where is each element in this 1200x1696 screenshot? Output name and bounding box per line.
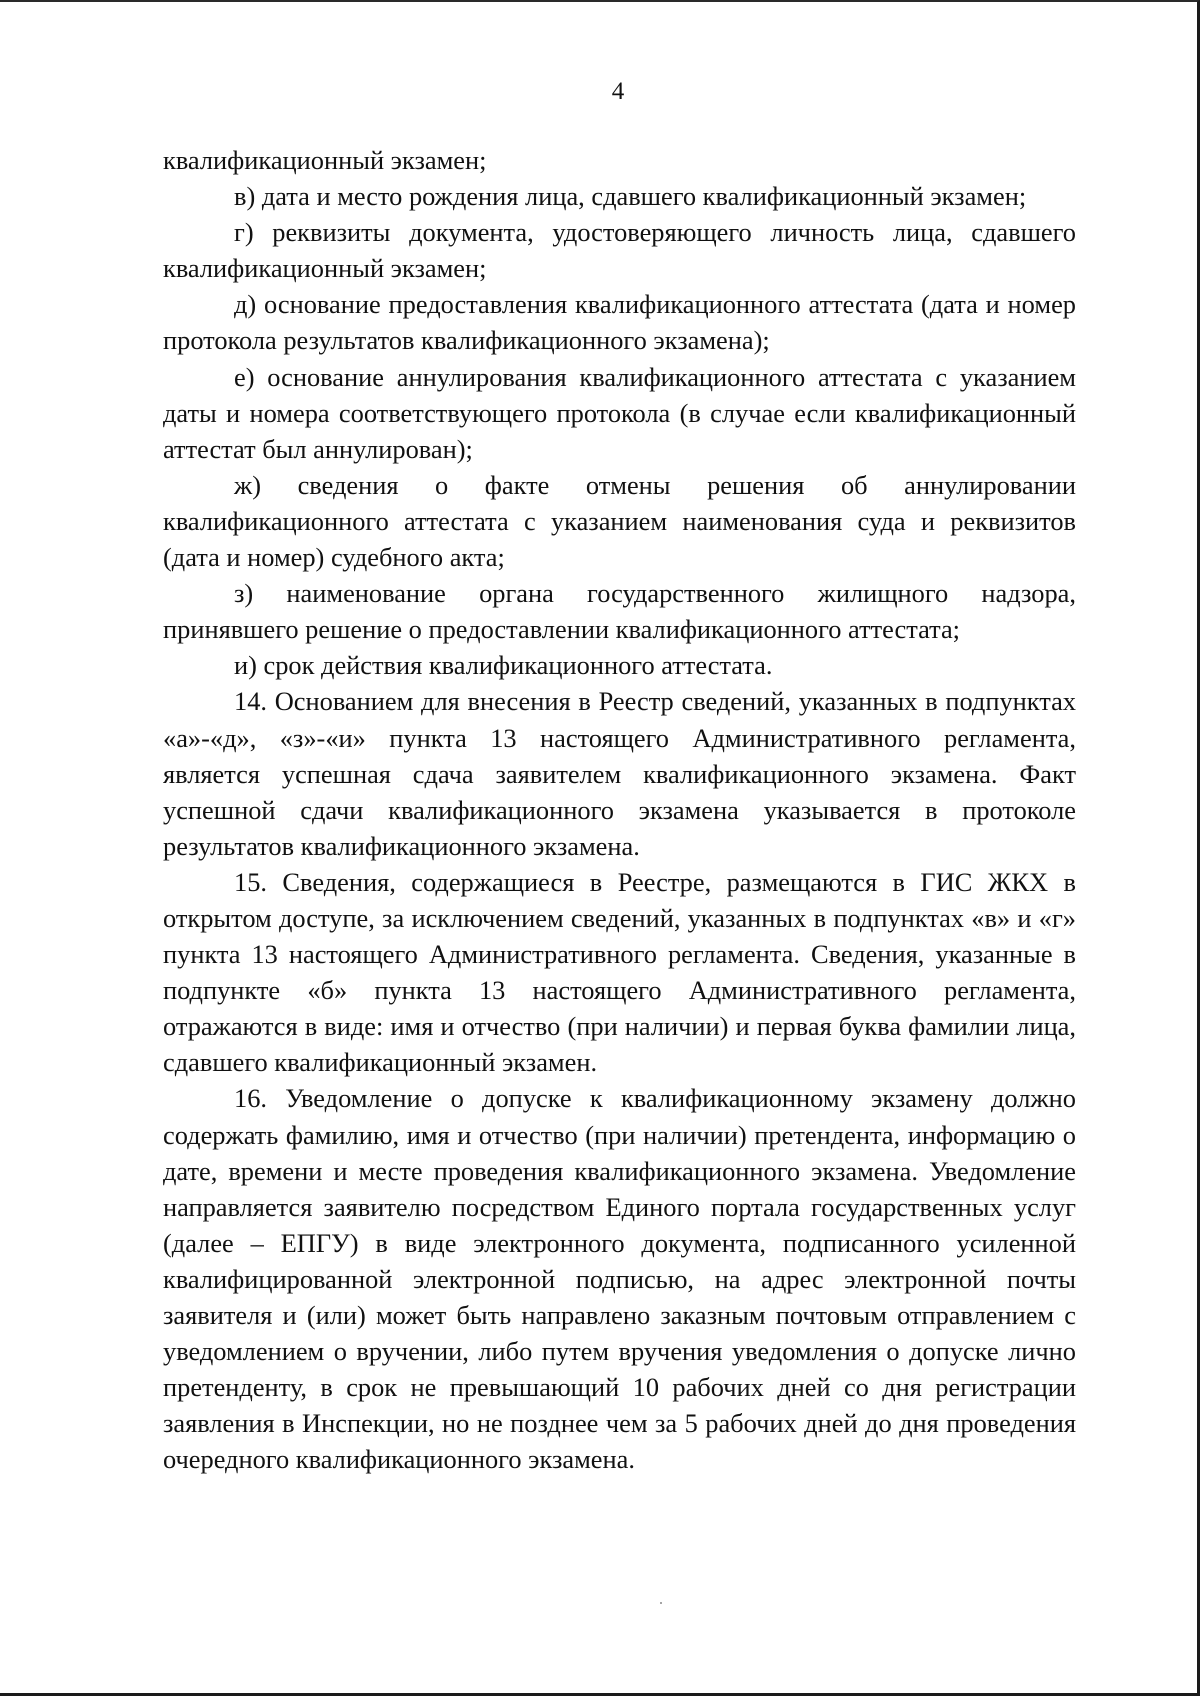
paragraph-item-d: д) основание предоставления квалификационного аттестата (дата и номер протокола результатов квалификационного экзамена); <box>163 289 1076 356</box>
paragraph-clause-14: 14. Основанием для внесения в Реестр сведений, указанных в подпунктах «а»-«д», «з»-«и» пункта 13 настоящего Административного регламента, является успешная сдача заявителем квалификационного экзамена. Факт успешной сдачи квалификационного экзамена указывается в протоколе результатов квалификационного экзамена. <box>163 686 1076 861</box>
page-number: 4 <box>611 78 625 105</box>
paragraph-item-g: г) реквизиты документа, удостоверяющего личность лица, сдавшего квалификационный экзамен; <box>163 217 1076 284</box>
paragraph-clause-15: 15. Сведения, содержащиеся в Реестре, размещаются в ГИС ЖКХ в открытом доступе, за исключением сведений, указанных в подпунктах «в» и «г» пункта 13 настоящего Административного регламента. Сведения, указанные в подпункте «б» пункта 13 настоящего Административного регламента, отражаются в виде: имя и отчество (при наличии) и первая буква фамилии лица, сдавшего квалификационный экзамен. <box>163 866 1076 1078</box>
scan-speck <box>660 1602 662 1604</box>
paragraph-item-v: в) дата и место рождения лица, сдавшего квалификационный экзамен; <box>234 181 1027 212</box>
paragraph-item-i: и) срок действия квалификационного аттестата. <box>234 650 773 681</box>
paragraph-item-zh: ж) сведения о факте отмены решения об аннулировании квалификационного аттестата с указанием наименования суда и реквизитов (дата и номер) судебного акта; <box>163 469 1076 573</box>
document-body <box>163 142 1076 1477</box>
paragraph-item-e: е) основание аннулирования квалификационного аттестата с указанием даты и номера соответствующего протокола (в случае если квалификационный аттестат был аннулирован); <box>163 361 1076 464</box>
paragraph-continuation: квалификационный экзамен; <box>163 145 487 175</box>
paragraph-clause-16: 16. Уведомление о допуске к квалификационному экзамену должно содержать фамилию, имя и отчество (при наличии) претендента, информацию о дате, времени и месте проведения квалификационного экзамена. Уведомление направляется заявителю посредством Единого портала государственных услуг (далее – ЕПГУ) в виде электронного документа, подписанного усиленной квалифицированной электронной подписью, на адрес электронной почты заявителя и (или) может быть направлено заказным почтовым отправлением с уведомлением о вручении, либо путем вручения уведомления о допуске лично претенденту, в срок не превышающий 10 рабочих дней со дня регистрации заявления в Инспекции, но не позднее чем за 5 рабочих дней до дня проведения очередного квалификационного экзамена. <box>163 1083 1076 1475</box>
paragraph-item-z: з) наименование органа государственного жилищного надзора, принявшего решение о предоставлении квалификационного аттестата; <box>163 578 1076 645</box>
